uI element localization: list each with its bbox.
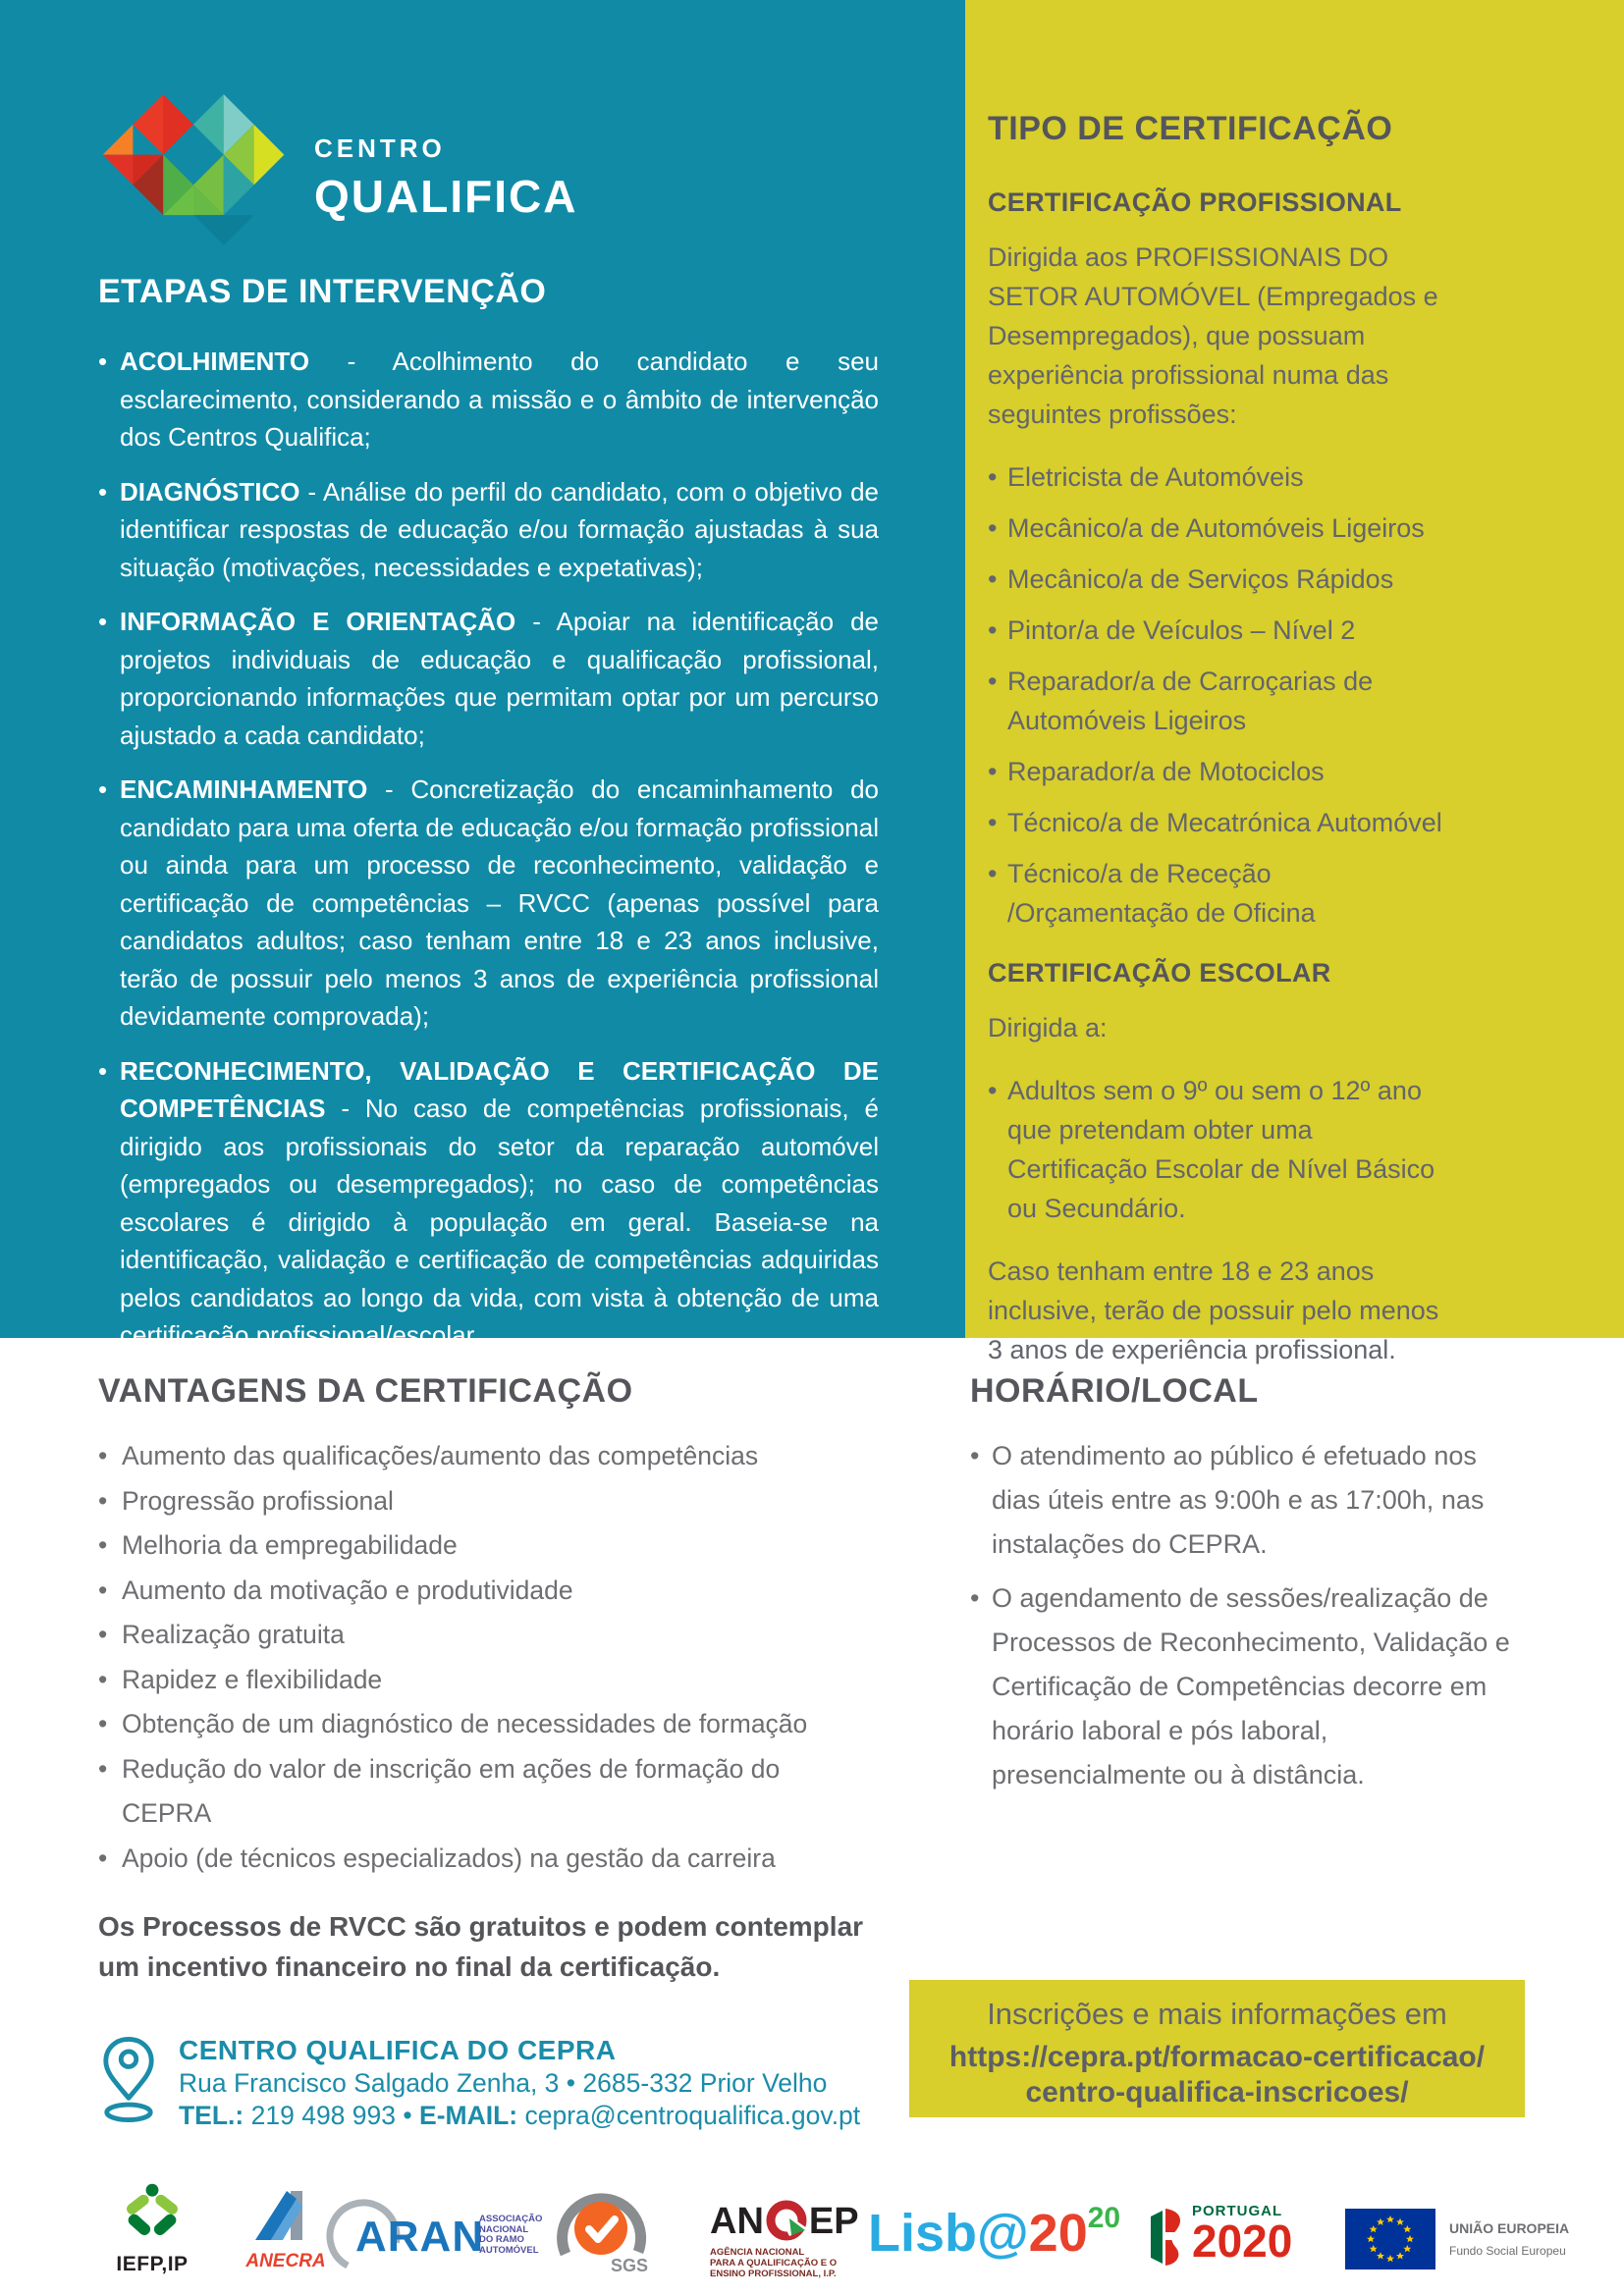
email-value: cepra@centroqualifica.gov.pt: [524, 2101, 861, 2130]
anecra-icon: [247, 2189, 324, 2246]
eu-flag-logo: [1345, 2209, 1569, 2269]
separator-dot: •: [403, 2101, 412, 2130]
inscricoes-url-line1: https://cepra.pt/formacao-certificacao/: [948, 2041, 1486, 2073]
vantagens-list: [98, 1434, 830, 1881]
contact-name: CENTRO QUALIFICA DO CEPRA: [179, 2035, 617, 2065]
sgs-icon: [550, 2181, 652, 2279]
profissao-item: • Técnico/a de Mecatrónica Automóvel: [988, 803, 1449, 842]
contact-tel-email: [179, 2100, 860, 2133]
anqep-subtitle: [710, 2247, 887, 2279]
aran-subtitle-line: DO RAMO: [479, 2234, 524, 2245]
vantagem-item: • Realização gratuita: [98, 1613, 830, 1658]
anqep-ep: EP: [808, 2200, 859, 2242]
lisboa-red-text: 20: [1028, 2204, 1088, 2263]
centro-qualifica-logo: [102, 94, 577, 247]
inscricoes-intro: Inscrições e mais informações em: [987, 1997, 1447, 2031]
vantagem-item: • Obtenção de um diagnóstico de necessidades de formação: [98, 1702, 830, 1747]
vantagem-item: • Apoio (de técnicos especializados) na gestão da carreira: [98, 1837, 830, 1882]
escolar-note: Caso tenham entre 18 e 23 anos inclusive, terão de possuir pelo menos 3 anos de experiência profissional.: [988, 1256, 1439, 1364]
horario-list: [970, 1434, 1525, 1797]
rvcc-note: Os Processos de RVCC são gratuitos e podem contemplar um incentivo financeiro no final da certificação.: [98, 1911, 864, 1982]
aran-logo: [324, 2197, 543, 2279]
etapas-item: • INFORMAÇÃO E ORIENTAÇÃO - Apoiar na identificação de projetos individuais de educação e qualificação profissional, proporcionando informações que permitam optar por um percurso ajustado a cada candidato;: [98, 603, 879, 754]
etapas-list: [98, 343, 879, 1355]
tipo-title: TIPO DE CERTIFICAÇÃO: [988, 110, 1393, 147]
email-label: E-MAIL:: [419, 2101, 518, 2130]
portugal2020-logo: [1147, 2203, 1292, 2271]
inscricoes-box: [909, 1980, 1525, 2117]
iefp-label: IEFP,IP: [116, 2253, 189, 2275]
tel-value: 219 498 993: [250, 2101, 396, 2130]
logo-text-qualifica: QUALIFICA: [314, 171, 578, 222]
eu-label-line2: Fundo Social Europeu: [1449, 2244, 1566, 2258]
section-etapas: [98, 273, 879, 1371]
profissao-item: • Técnico/a de Receção /Orçamentação de Oficina: [988, 854, 1449, 933]
anqep-subtitle-line: PARA A QUALIFICAÇÃO E O: [710, 2258, 838, 2269]
portugal2020-name: PORTUGAL: [1192, 2203, 1283, 2219]
section-vantagens: [98, 1372, 830, 1881]
aran-subtitle-line: NACIONAL: [479, 2223, 529, 2235]
vantagem-item: • Redução do valor de inscrição em ações de formação do CEPRA: [98, 1747, 830, 1837]
profissao-item: • Reparador/a de Carroçarias de Automóveis Ligeiros: [988, 662, 1449, 740]
anqep-q-icon: [764, 2199, 809, 2244]
aran-subtitle-line: ASSOCIAÇÃO: [479, 2214, 543, 2224]
lisboa-sup-text: 20: [1087, 2202, 1121, 2234]
inscricoes-url-line2: centro-qualifica-inscricoes/: [1025, 2076, 1409, 2109]
anqep-an: AN: [710, 2200, 764, 2242]
vantagem-item: • Melhoria da empregabilidade: [98, 1523, 830, 1569]
anqep-logo: [710, 2199, 887, 2279]
profissao-item: • Pintor/a de Veículos – Nível 2: [988, 611, 1449, 650]
map-pin-icon: [100, 2034, 157, 2124]
etapas-item: • ENCAMINHAMENTO - Concretização do encaminhamento do candidato para uma oferta de educação e/ou formação profissional ou ainda para um processo de reconhecimento, validação e certificação de competências – RVCC (apenas possível para candidatos adultos; caso tenham entre 18 e 23 anos inclusive, terão de possuir pelo menos 3 anos de experiência profissional devidamente comprovada);: [98, 771, 879, 1036]
iefp-logo: [88, 2181, 216, 2276]
anqep-subtitle-line: ENSINO PROFISSIONAL, I.P.: [710, 2269, 837, 2279]
etapas-item: • ACOLHIMENTO - Acolhimento do candidato e seu esclarecimento, considerando a missão e o âmbito de intervenção dos Centros Qualifica;: [98, 343, 879, 456]
sgs-label: SGS: [611, 2256, 649, 2275]
profissao-item: • Eletricista de Automóveis: [988, 457, 1449, 497]
escolar-item: • Adultos sem o 9º ou sem o 12º ano que pretendam obter uma Certificação Escolar de Nível Básico ou Secundário.: [988, 1071, 1449, 1228]
tel-label: TEL.:: [179, 2101, 244, 2130]
aran-label: ARAN: [355, 2213, 485, 2261]
vantagem-item: • Progressão profissional: [98, 1479, 830, 1524]
certificacao-escolar-title: CERTIFICAÇÃO ESCOLAR: [988, 958, 1331, 988]
eu-label-line1: UNIÃO EUROPEIA: [1449, 2220, 1570, 2236]
vantagens-title: VANTAGENS DA CERTIFICAÇÃO: [98, 1372, 633, 1410]
anqep-subtitle-line: AGÊNCIA NACIONAL: [710, 2247, 805, 2258]
etapas-item: • RECONHECIMENTO, VALIDAÇÃO E CERTIFICAÇÃO DE COMPETÊNCIAS - No caso de competências profissionais, é dirigido aos profissionais do setor da reparação automóvel (empregados ou desempregados); no caso de competências escolares é dirigido à população em geral. Baseia-se na identificação, validação e certificação de competências adquiridas pelos candidatos ao longo da vida, com vista à obtenção de uma certificação profissional/escolar.: [98, 1052, 879, 1355]
aran-subtitle-line: AUTOMÓVEL: [479, 2244, 539, 2256]
section-horario-local: [970, 1372, 1525, 1807]
anqep-word: [710, 2199, 887, 2244]
aran-subtitle: [479, 2215, 542, 2256]
etapas-title: ETAPAS DE INTERVENÇÃO: [98, 273, 547, 310]
vantagem-item: • Aumento da motivação e produtividade: [98, 1569, 830, 1614]
centro-qualifica-logo-icon: [102, 94, 285, 247]
logo-text-centro: CENTRO: [314, 133, 446, 163]
sgs-logo: [550, 2181, 658, 2284]
certificacao-profissional-intro: Dirigida aos PROFISSIONAIS DO SETOR AUTOMÓVEL (Empregados e Desempregados), que possuam experiência profissional numa das seguintes profissões:: [988, 242, 1438, 429]
anecra-label: ANECRA: [245, 2251, 326, 2271]
eu-flag-icon: [1345, 2209, 1435, 2269]
contact-address: Rua Francisco Salgado Zenha, 3 • 2685-332 Prior Velho: [179, 2067, 828, 2098]
certificacao-profissional-title: CERTIFICAÇÃO PROFISSIONAL: [988, 187, 1402, 217]
profissao-item: • Reparador/a de Motociclos: [988, 752, 1449, 791]
profissoes-list: [988, 457, 1449, 933]
inscricoes-url-link[interactable]: [909, 2040, 1525, 2110]
iefp-icon: [120, 2181, 185, 2246]
portugal2020-icon: [1147, 2203, 1184, 2271]
vantagem-item: • Aumento das qualificações/aumento das competências: [98, 1434, 830, 1479]
contact-block: [100, 2034, 860, 2133]
profissao-item: • Mecânico/a de Automóveis Ligeiros: [988, 508, 1449, 548]
profissao-item: • Mecânico/a de Serviços Rápidos: [988, 560, 1449, 599]
horario-item: • O atendimento ao público é efetuado nos dias úteis entre as 9:00h e as 17:00h, nas instalações do CEPRA.: [970, 1434, 1525, 1567]
horario-item: • O agendamento de sessões/realização de Processos de Reconhecimento, Validação e Certificação de Competências decorre em horário laboral e pós laboral, presencialmente ou à distância.: [970, 1576, 1525, 1797]
vantagem-item: • Rapidez e flexibilidade: [98, 1658, 830, 1703]
escolar-list: [988, 1071, 1449, 1228]
horario-title: HORÁRIO/LOCAL: [970, 1372, 1259, 1410]
section-tipo-certificacao: [988, 110, 1449, 1369]
lisboa2020-logo: [868, 2202, 1120, 2264]
lisboa-blue-text: Lisb@: [868, 2204, 1029, 2263]
certificacao-escolar-intro: Dirigida a:: [988, 1013, 1108, 1042]
portugal2020-year: 2020: [1192, 2216, 1293, 2267]
etapas-item: • DIAGNÓSTICO - Análise do perfil do candidato, com o objetivo de identificar respostas de educação e/ou formação ajustadas à sua situação (motivações, necessidades e expetativas);: [98, 473, 879, 587]
